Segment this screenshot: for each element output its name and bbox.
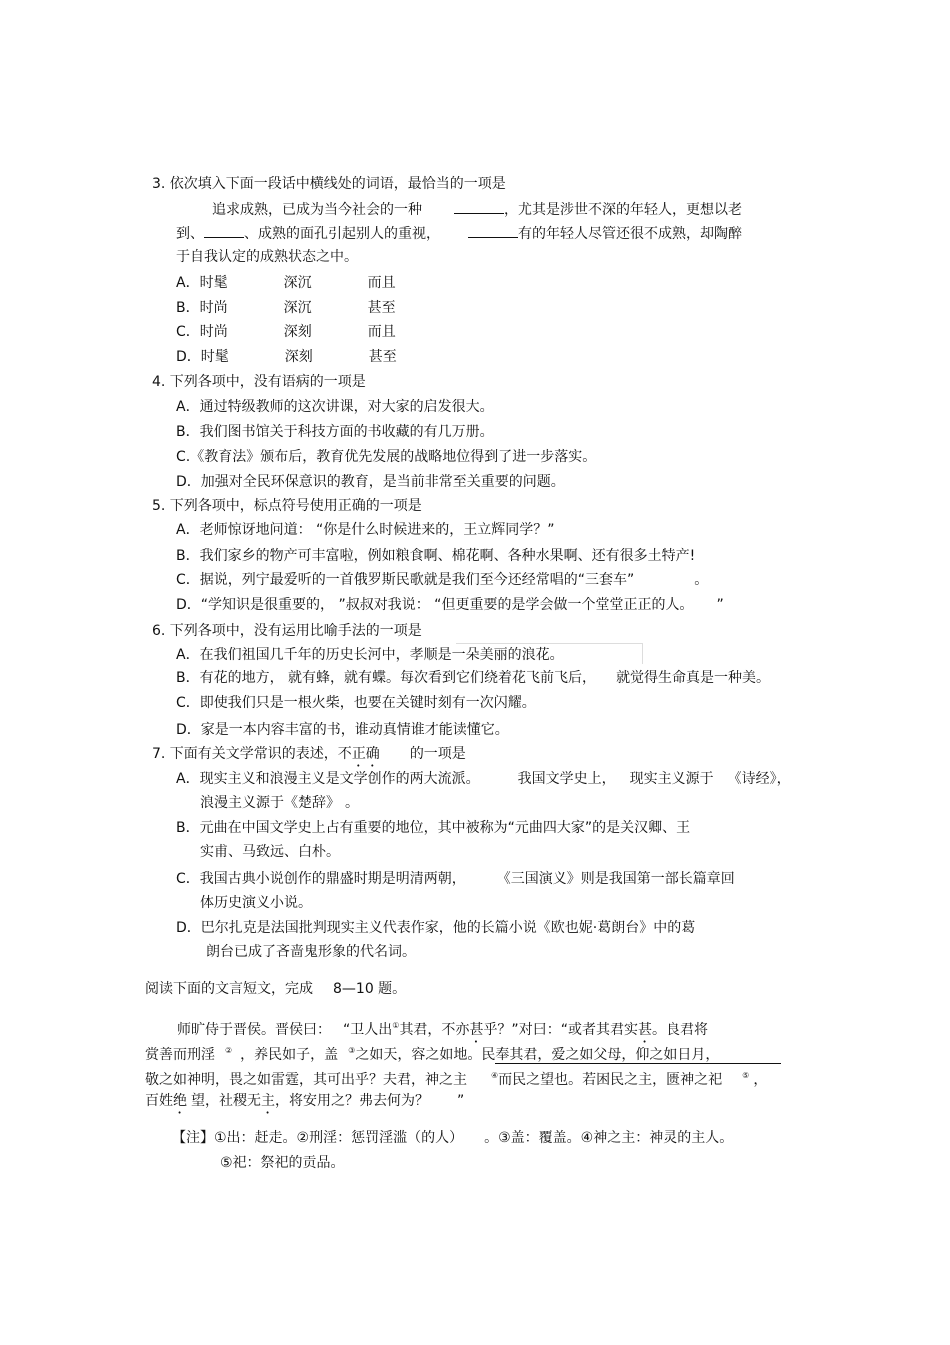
q7-option-d-line2: 朗台已成了吝啬鬼形象的代名词。: [206, 944, 416, 960]
footnote-marker: ⑤: [742, 1071, 750, 1080]
q5-option-a: A．老师惊讶地问道： “你是什么时候进来的，王立辉同学？”: [176, 522, 555, 538]
notes-line2: ⑤祀：祭祀的贡品。: [220, 1155, 345, 1171]
q3-passage-line3: 于自我认定的成熟状态之中。: [176, 249, 358, 265]
q3-passage-line2: 到、 、成熟的面孔引起别人的重视， 有的年轻人尽管还很不成熟，却陶醉: [176, 223, 742, 244]
q3-option-c: C．时尚 深刻 而且: [176, 324, 396, 340]
q7-option-d-line1: D．巴尔扎克是法国批判现实主义代表作家，他的长篇小说《欧也妮·葛朗台》中的葛: [176, 920, 696, 936]
q7-option-a-line1: A．现实主义和浪漫主义是文学创作的两大流派。 我国文学史上， 现实主义源于 《诗经》，: [176, 771, 791, 787]
q7-option-c-line1: C．我国古典小说创作的鼎盛时期是明清两朝， 《三国演义》则是我国第一部长篇章回: [176, 871, 735, 887]
q4-stem: 4. 下列各项中，没有语病的一项是: [152, 374, 366, 390]
q3-stem: 3. 依次填入下面一段话中横线处的词语，最恰当的一项是: [152, 176, 506, 192]
passage-line4: 百姓绝 望，社稷无主，将安用之？弗去何为？ ”: [145, 1093, 465, 1109]
q7-option-b-line1: B．元曲在中国文学史上占有重要的地位，其中被称为“元曲四大家”的是关汉卿、王: [176, 820, 691, 836]
q5-option-d: D．“学知识是很重要的， ”叔叔对我说： “但更重要的是学会做一个堂堂正正的人。 ”: [176, 597, 724, 613]
q7-stem: 7. 下面有关文学常识的表述，不正确 的一项是: [152, 746, 466, 762]
passage-line1: 师旷侍于晋侯。晋侯曰： “卫人出①其君，不亦甚乎？”对曰：“或者其君实甚。良君将: [177, 1021, 708, 1038]
q7-option-b-line2: 实甫、马致远、白朴。: [200, 844, 340, 860]
q4-option-d: D．加强对全民环保意识的教育，是当前非常至关重要的问题。: [176, 474, 565, 490]
q7-option-c-line2: 体历史演义小说。: [200, 895, 312, 911]
q3-passage-line1: 追求成熟，已成为当今社会的一种 ，尤其是涉世不深的年轻人，更想以老: [212, 199, 742, 220]
q6-stem: 6. 下列各项中，没有运用比喻手法的一项是: [152, 623, 422, 639]
reading-intro: 阅读下面的文言短文，完成 8—10 题。: [145, 981, 407, 997]
q3-option-d: D．时髦 深刻 甚至: [176, 349, 397, 365]
q6-option-b: B．有花的地方， 就有蜂，就有蝶。每次看到它们绕着花飞前飞后， 就觉得生命真是一种美。: [176, 670, 771, 686]
q3-option-b: B．时尚 深沉 甚至: [176, 300, 396, 316]
q4-option-a: A．通过特级教师的这次讲课，对大家的启发很大。: [176, 399, 494, 415]
q5-option-b: B．我们家乡的物产可丰富啦，例如粮食啊、棉花啊、各种水果啊、还有很多土特产!: [176, 548, 696, 564]
passage-line2: 赏善而刑淫 ② ，养民如子，盖 ③之如天，容之如地。民奉其君，爱之如父母，仰之如日月，: [145, 1041, 781, 1065]
q3-option-a: A．时髦 深沉 而且: [176, 275, 396, 291]
q7-emphasis: 正确: [351, 746, 380, 762]
footnote-marker: ②: [225, 1046, 233, 1055]
q3-blank-1: [454, 199, 504, 214]
q6-option-a: A．在我们祖国几千年的历史长河中，孝顺是一朵美丽的浪花。: [176, 647, 564, 663]
q5-option-c: C．据说，列宁最爱听的一首俄罗斯民歌就是我们至今还经常唱的“三套车” 。: [176, 572, 709, 588]
notes-line1: 【注】①出：赶走。②刑淫：惩罚淫滥（的人） 。③盖：覆盖。④神之主：神灵的主人。: [172, 1130, 734, 1146]
q4-option-c: C.《教育法》颁布后，教育优先发展的战略地位得到了进一步落实。: [176, 449, 597, 465]
q3-blank-2: [204, 223, 244, 238]
footnote-marker: ④: [491, 1071, 499, 1080]
footnote-marker: ①: [392, 1021, 400, 1030]
q4-option-b: B．我们图书馆关于科技方面的书收藏的有几万册。: [176, 424, 494, 440]
q7-option-a-line2: 浪漫主义源于《楚辞》 。: [200, 795, 359, 811]
q6-option-c: C．即使我们只是一根火柴，也要在关键时刻有一次闪耀。: [176, 695, 536, 711]
q5-stem: 5. 下列各项中，标点符号使用正确的一项是: [152, 498, 422, 514]
q6-option-d: D．家是一本内容丰富的书，谁动真情谁才能读懂它。: [176, 722, 509, 738]
q3-blank-3: [468, 223, 518, 238]
passage-line3: 敬之如神明，畏之如雷霆，其可出乎？夫君，神之主 ④而民之望也。若困民之主，匮神之祀 ⑤ ，: [145, 1071, 768, 1088]
underlined-passage: 奉其君，爱之如父母，仰之如日月，: [495, 1047, 781, 1064]
footnote-marker: ③: [348, 1046, 356, 1055]
